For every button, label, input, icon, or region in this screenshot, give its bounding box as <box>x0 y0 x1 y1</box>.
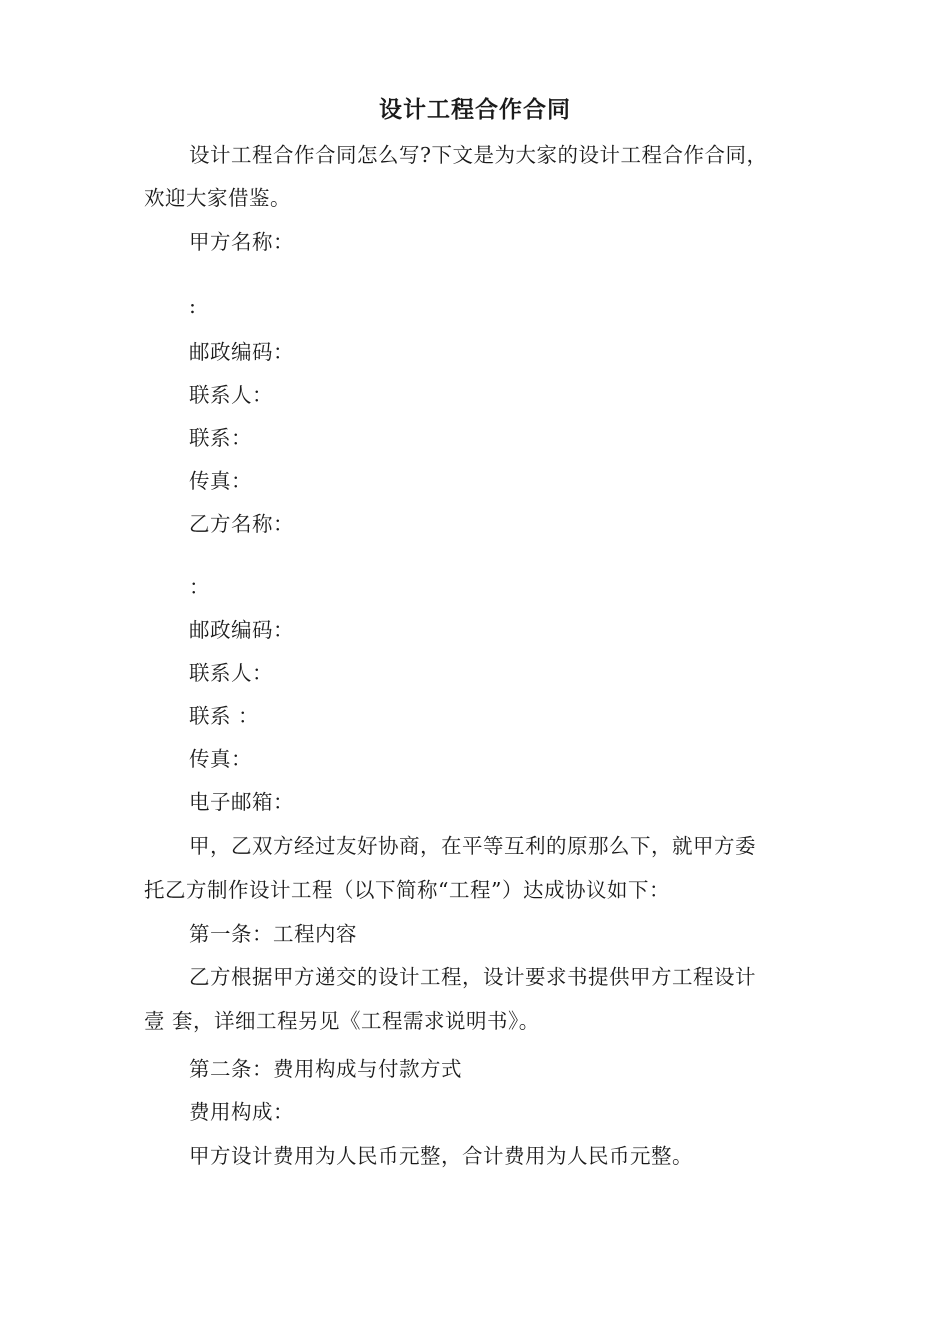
party-a-contact-person-label: 联系人： <box>189 383 273 407</box>
party-b-contact-person-label: 联系人： <box>189 661 273 685</box>
agreement-line-2: 托乙方制作设计工程（以下简称“工程”）达成协议如下： <box>144 878 670 902</box>
party-b-phone-label: 联系 ： <box>189 704 260 728</box>
fee-composition-line: 甲方设计费用为人民币元整，合计费用为人民币元整。 <box>189 1144 693 1168</box>
party-b-postcode-label: 邮政编码： <box>189 618 294 642</box>
party-b-address-label: ： <box>189 575 210 599</box>
fee-composition-heading: 费用构成： <box>189 1100 294 1124</box>
article-1-line-2: 壹 套，详细工程另见《工程需求说明书》。 <box>144 1009 540 1033</box>
party-a-fax-label: 传真： <box>189 469 252 493</box>
intro-line-1: 设计工程合作合同怎么写?下文是为大家的设计工程合作合同， <box>189 143 768 167</box>
intro-line-2: 欢迎大家借鉴。 <box>144 186 291 210</box>
party-a-name-label: 甲方名称： <box>189 230 294 254</box>
party-a-address-label: : <box>189 294 197 318</box>
article-2-heading: 第二条：费用构成与付款方式 <box>189 1057 462 1081</box>
party-b-fax-label: 传真： <box>189 747 252 771</box>
party-b-email-label: 电子邮箱： <box>189 790 294 814</box>
article-1-heading: 第一条：工程内容 <box>189 922 357 946</box>
article-1-line-1: 乙方根据甲方递交的设计工程，设计要求书提供甲方工程设计 <box>189 965 756 989</box>
agreement-line-1: 甲，乙双方经过友好协商，在平等互利的原那么下，就甲方委 <box>189 834 756 858</box>
party-a-postcode-label: 邮政编码： <box>189 340 294 364</box>
party-b-name-label: 乙方名称： <box>189 512 294 536</box>
document-title: 设计工程合作合同 <box>379 96 571 123</box>
party-a-phone-label: 联系： <box>189 426 252 450</box>
